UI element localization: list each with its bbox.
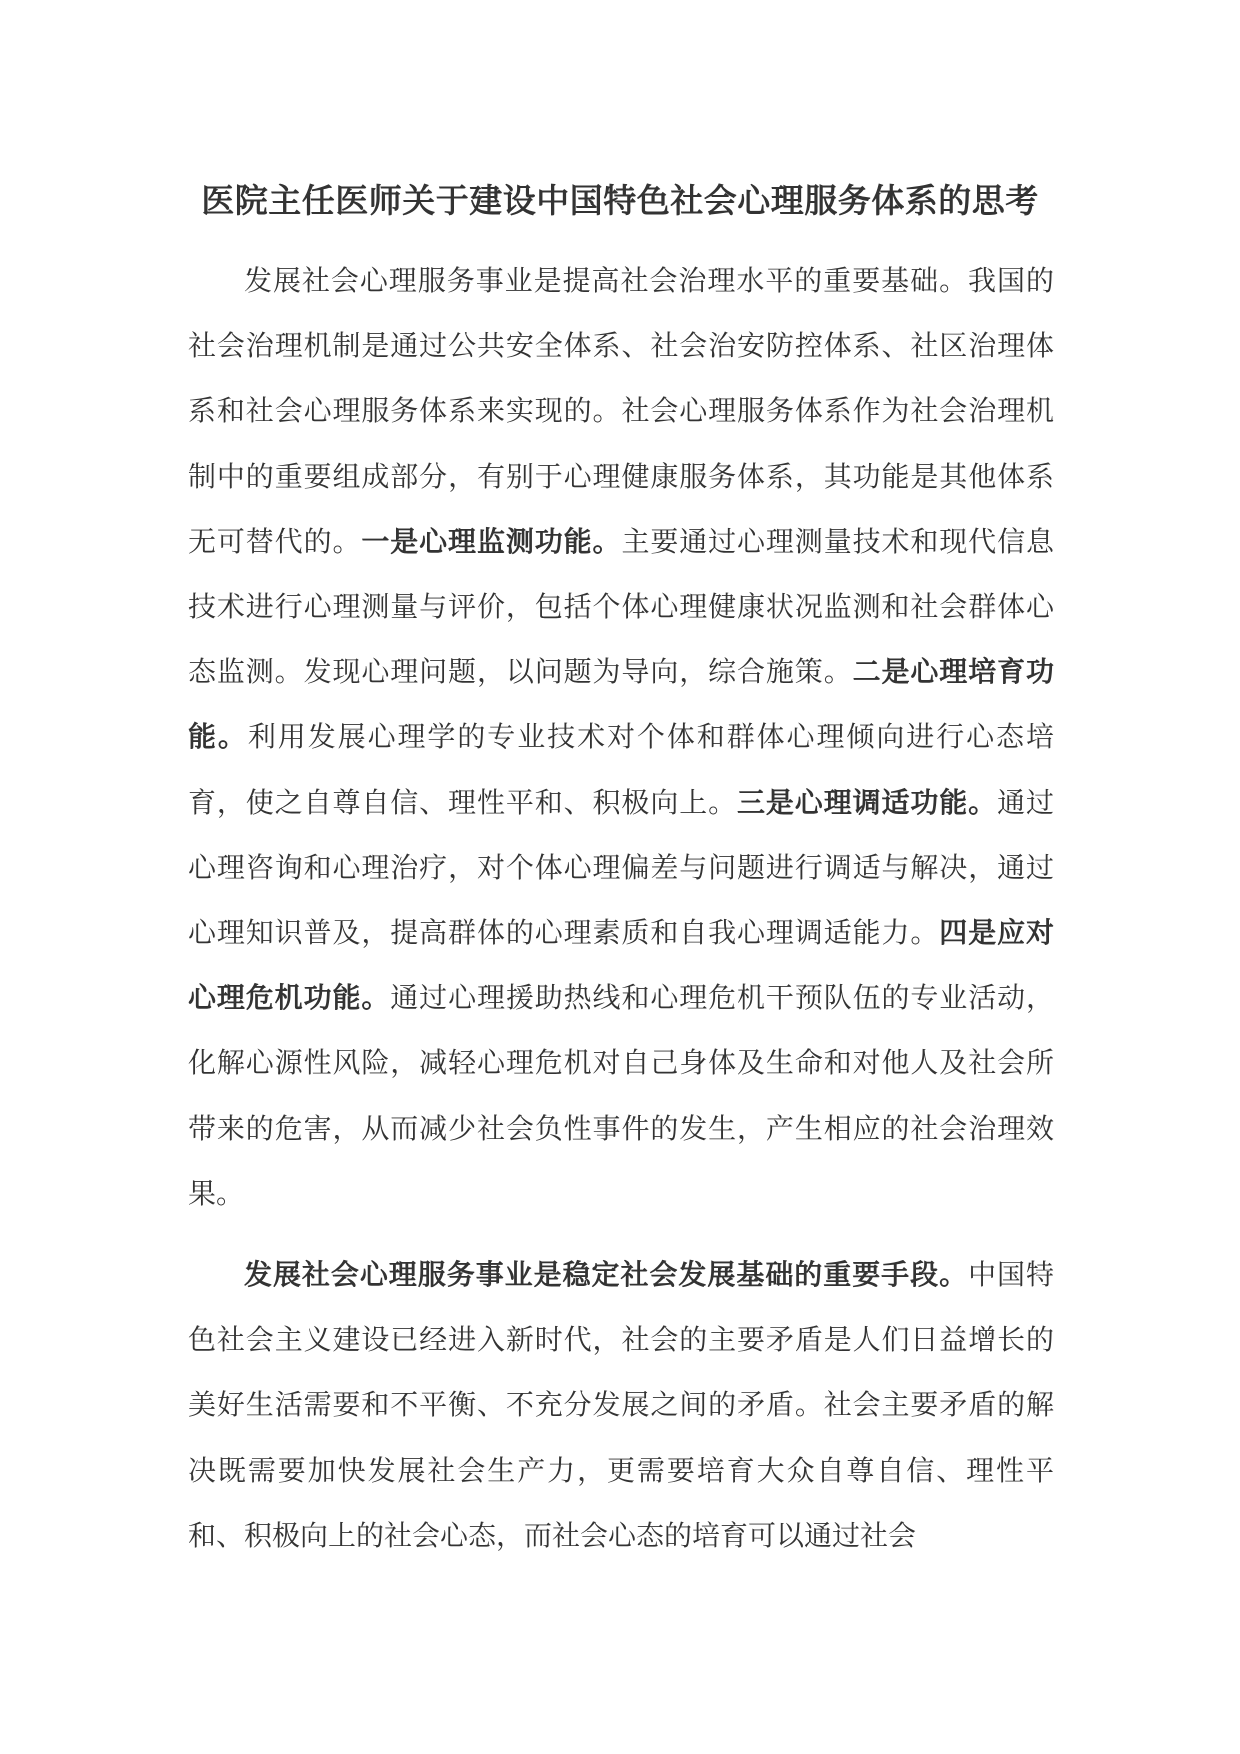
paragraph-1-run-1: 发展社会心理服务事业是提高社会治理水平的重要基础。我国的社会治理机制是通过公共安全体系、社会治安防控体系、社区治理体系和社会心理服务体系来实现的。社会心理服务体系作为社会治理机制中的重要组成部分，有别于心理健康服务体系，其功能是其他体系无可替代的。 xyxy=(188,264,1054,558)
paragraph-1-run-3: 主要通过心理测量技术和现代信息技术进行心理测量与评价，包括个体心理健康状况监测和社会群体心态监测。发现心理问题，以问题为导向，综合施策。 xyxy=(188,524,1054,689)
document-title: 医院主任医师关于建设中国特色社会心理服务体系的思考 xyxy=(201,181,1039,220)
paragraph-2-heading: 发展社会心理服务事业是稳定社会发展基础的重要手段。 xyxy=(244,1258,969,1291)
paragraph-1-run-7: 通过心理咨询和心理治疗，对个体心理偏差与问题进行调适与解决，通过心理知识普及，提高群体的心理素质和自我心理调适能力。 xyxy=(188,785,1054,950)
paragraph-2-run-2: 中国特色社会主义建设已经进入新时代，社会的主要矛盾是人们日益增长的美好生活需要和不平衡、不充分发展之间的矛盾。社会主要矛盾的解决既需要加快发展社会生产力，更需要培育大众自尊自信、理性平和、积极向上的社会心态，而社会心态的培育可以通过社会 xyxy=(188,1258,1054,1552)
paragraph-2 xyxy=(188,1242,1054,1568)
paragraph-1-heading-adjustment: 三是心理调适功能。 xyxy=(737,785,998,819)
paragraph-1-heading-crisis: 四是应对心理危机功能。 xyxy=(188,916,1054,1015)
paragraph-1-heading-monitoring: 一是心理监测功能。 xyxy=(361,524,622,558)
paragraph-1 xyxy=(188,248,1054,1226)
paragraph-1-run-5: 利用发展心理学的专业技术对个体和群体心理倾向进行心态培育，使之自尊自信、理性平和、积极向上。 xyxy=(188,720,1054,819)
paragraph-1-run-9: 通过心理援助热线和心理危机干预队伍的专业活动，化解心源性风险，减轻心理危机对自己身体及生命和对他人及社会所带来的危害，从而减少社会负性事件的发生，产生相应的社会治理效果。 xyxy=(188,981,1054,1210)
paragraph-1-heading-cultivation: 二是心理培育功能。 xyxy=(188,655,1054,754)
